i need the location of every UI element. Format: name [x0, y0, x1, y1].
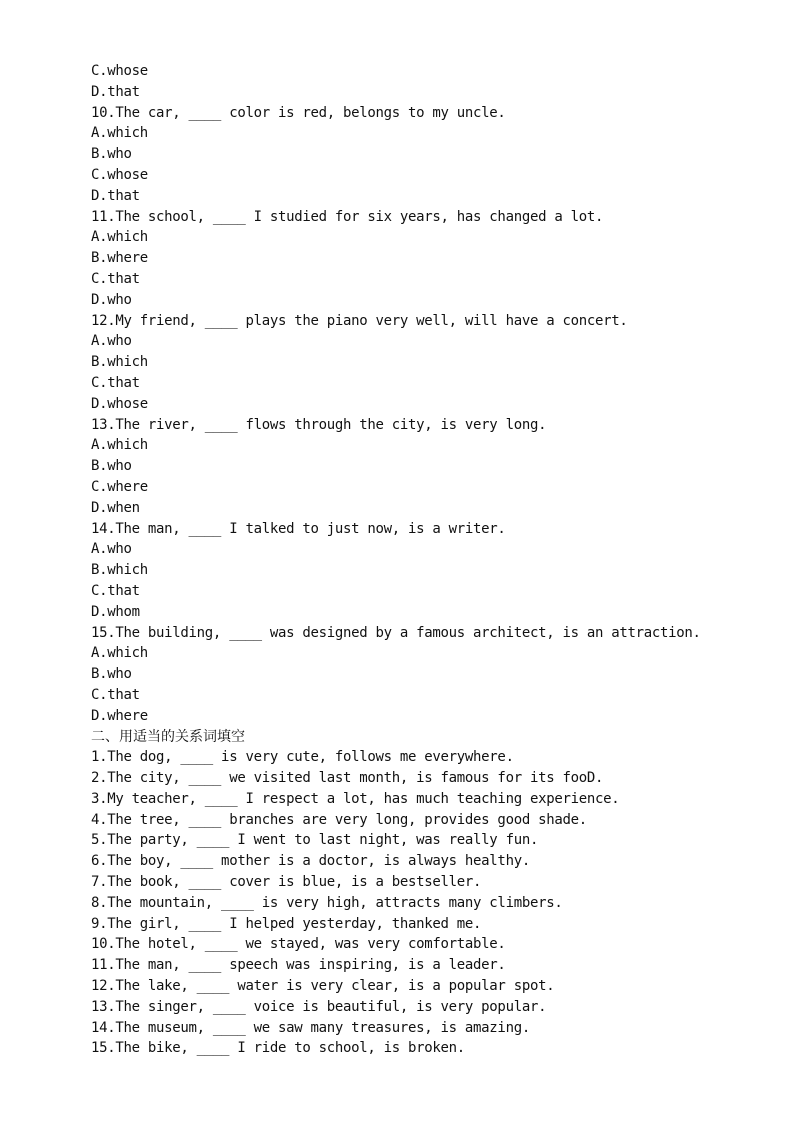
question-line: 12.My friend, ____ plays the piano very well, will have a concert.	[91, 312, 628, 329]
part1-choice-questions	[91, 61, 771, 727]
option-line: A.who	[91, 541, 132, 558]
fill-blank-item: 11.The man, ____ speech was inspiring, is a leader.	[91, 957, 506, 974]
option-line: A.which	[91, 125, 148, 142]
fill-blank-item: 12.The lake, ____ water is very clear, is a popular spot.	[91, 978, 555, 995]
option-line: D.that	[91, 187, 140, 204]
fill-blank-item: 9.The girl, ____ I helped yesterday, thanked me.	[91, 915, 482, 932]
option-line: B.who	[91, 666, 132, 683]
option-line: A.which	[91, 229, 148, 246]
option-line: B.which	[91, 562, 148, 579]
option-line: C.that	[91, 270, 140, 287]
option-line: C.whose	[91, 63, 148, 79]
option-line: C.that	[91, 374, 140, 391]
fill-blank-item: 5.The party, ____ I went to last night, was really fun.	[91, 832, 539, 849]
option-line: B.which	[91, 354, 148, 371]
question-line: 10.The car, ____ color is red, belongs to my uncle.	[91, 104, 506, 121]
fill-blank-item: 3.My teacher, ____ I respect a lot, has much teaching experience.	[91, 790, 620, 807]
option-line: D.when	[91, 499, 140, 516]
fill-blank-item: 15.The bike, ____ I ride to school, is broken.	[91, 1040, 465, 1057]
option-line: D.where	[91, 707, 148, 724]
fill-blank-item: 4.The tree, ____ branches are very long, provides good shade.	[91, 811, 587, 828]
fill-blank-item: 2.The city, ____ we visited last month, is famous for its fooD.	[91, 770, 604, 787]
option-line: C.where	[91, 478, 148, 495]
fill-blank-item: 14.The museum, ____ we saw many treasures, is amazing.	[91, 1019, 530, 1036]
fill-blank-item: 13.The singer, ____ voice is beautiful, is very popular.	[91, 998, 547, 1015]
document-page	[91, 61, 771, 1059]
option-line: A.which	[91, 645, 148, 662]
fill-blank-item: 7.The book, ____ cover is blue, is a bestseller.	[91, 874, 482, 891]
option-line: D.whom	[91, 603, 140, 620]
option-line: C.that	[91, 582, 140, 599]
fill-blank-item: 8.The mountain, ____ is very high, attracts many climbers.	[91, 894, 563, 911]
option-line: B.who	[91, 146, 132, 163]
fill-blank-item: 1.The dog, ____ is very cute, follows me everywhere.	[91, 749, 514, 766]
option-line: D.whose	[91, 395, 148, 412]
option-line: A.who	[91, 333, 132, 350]
option-line: A.which	[91, 437, 148, 454]
option-line: C.whose	[91, 166, 148, 183]
question-line: 15.The building, ____ was designed by a famous architect, is an attraction.	[91, 624, 701, 641]
question-line: 14.The man, ____ I talked to just now, is a writer.	[91, 520, 506, 537]
section-heading: 二、用适当的关系词填空	[91, 728, 245, 745]
question-line: 13.The river, ____ flows through the city, is very long.	[91, 416, 547, 433]
part2-fill-in-blanks	[91, 727, 771, 1060]
option-line: D.that	[91, 83, 140, 100]
fill-blank-item: 10.The hotel, ____ we stayed, was very comfortable.	[91, 936, 506, 953]
option-line: B.where	[91, 250, 148, 267]
option-line: D.who	[91, 291, 132, 308]
question-line: 11.The school, ____ I studied for six years, has changed a lot.	[91, 208, 604, 225]
option-line: C.that	[91, 686, 140, 703]
fill-blank-item: 6.The boy, ____ mother is a doctor, is always healthy.	[91, 853, 530, 870]
option-line: B.who	[91, 458, 132, 475]
